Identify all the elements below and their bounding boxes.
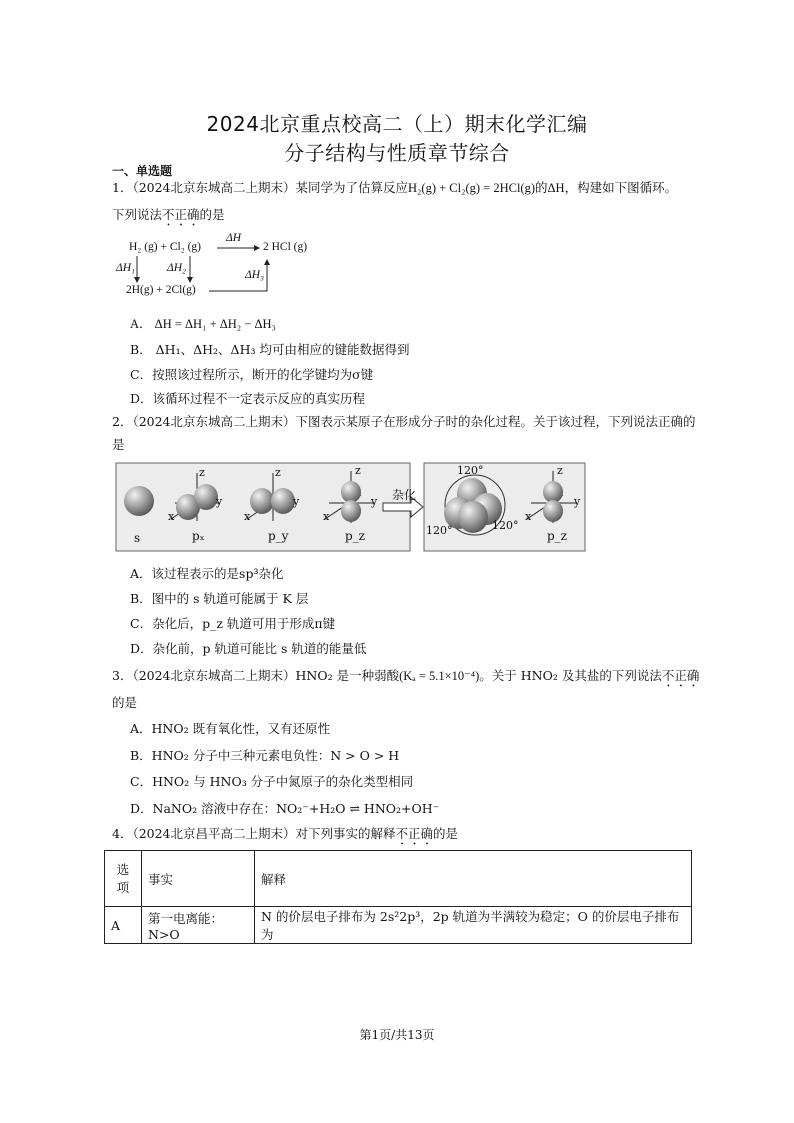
- page-subtitle: 分子结构与性质章节综合: [284, 141, 510, 165]
- table-header-cell: 解释: [255, 851, 692, 907]
- q2-option-c: C．杂化后，p_z 轨道可用于形成π键: [130, 616, 336, 631]
- axis-y-label: y: [371, 495, 378, 508]
- question-text: 下列说法: [112, 207, 163, 222]
- label-s: s: [134, 531, 141, 545]
- q3-option-a: A．HNO₂ 既有氧化性，又有还原性: [130, 721, 331, 736]
- ka-expression: (Kₐ = 5.1×10⁻⁴): [399, 669, 480, 683]
- axis-z-label: z: [275, 466, 281, 479]
- question-source: （2024北京昌平高二上期末）: [132, 826, 296, 841]
- label-pz-2: p_z: [547, 529, 568, 543]
- q2-option-b: B．图中的 s 轨道可能属于 K 层: [130, 591, 309, 606]
- axis-y-label: y: [216, 495, 223, 508]
- question-1: [112, 178, 677, 198]
- question-source: （2024北京东城高二上期末）: [132, 180, 296, 195]
- question-text: HNO₂ 是一种弱酸: [295, 668, 400, 683]
- angle-label-right: 120°: [492, 519, 519, 532]
- angle-label-left: 120°: [426, 524, 453, 537]
- question-text: 对下列事实的解释: [295, 826, 396, 841]
- q1-option-b: B． ΔH₁、ΔH₂、ΔH₃ 均可由相应的键能数据得到: [130, 342, 410, 357]
- cycle-atoms: 2H(g) + 2Cl(g): [126, 284, 196, 296]
- q1-option-a: A． ΔH = ΔH₁ + ΔH₂ − ΔH₃: [130, 317, 276, 331]
- label-py: p_y: [268, 529, 289, 543]
- question-number: 2．: [112, 414, 133, 429]
- label-px: pₓ: [192, 529, 205, 543]
- question-1-line2: [112, 205, 225, 229]
- cycle-product: 2 HCl (g): [263, 241, 308, 253]
- orbital-hybridization-figure: [115, 461, 587, 553]
- angle-label-top: 120°: [457, 464, 484, 477]
- axis-y-label: y: [293, 495, 300, 508]
- question-text: 下图表示某原子在形成分子时的杂化过程。关于该过程，下列说法正确的: [295, 414, 696, 429]
- q1-option-d: D．该循环过程不一定表示反应的真实历程: [130, 391, 366, 406]
- axis-z-label: z: [199, 466, 205, 479]
- question-2-line2: 是: [112, 437, 125, 452]
- question-number: 3．: [112, 668, 133, 683]
- question-3-line2: 的是: [112, 695, 138, 710]
- cycle-dh2-label: ΔH₂: [167, 262, 187, 274]
- question-number: 4．: [112, 826, 133, 841]
- cycle-arrow-label: ΔH: [226, 232, 242, 244]
- q2-option-d: D．杂化前，p 轨道可能比 s 轨道的能量低: [130, 641, 367, 656]
- question-text: 的是: [199, 207, 225, 222]
- question-2: [112, 412, 696, 432]
- q3-option-b: B．HNO₂ 分子中三种元素电负性：N > O > H: [130, 748, 400, 763]
- table-cell: 第一电离能：N>O: [142, 907, 255, 944]
- thermo-cycle-diagram: [113, 232, 313, 300]
- cycle-dh1-label: ΔH₁: [116, 262, 136, 274]
- axis-y-label: y: [574, 495, 581, 508]
- cycle-dh3-label: ΔH₃: [245, 269, 265, 281]
- page-footer: 第1页/共13页: [359, 1028, 435, 1042]
- table-header-row: [105, 851, 692, 907]
- q4-table: [104, 850, 692, 944]
- axis-x-label: x: [323, 510, 330, 523]
- axis-x-label: x: [525, 510, 532, 523]
- question-source: （2024北京东城高二上期末）: [132, 668, 296, 683]
- axis-x-label: x: [244, 510, 251, 523]
- axis-z-label: z: [355, 464, 361, 477]
- emphasis-text: 不正确: [162, 207, 200, 222]
- section-heading: 一、单选题: [112, 164, 173, 178]
- question-3: [112, 666, 699, 690]
- table-row: [105, 907, 692, 944]
- cycle-arrows: [113, 236, 313, 300]
- page-title: 2024北京重点校高二（上）期末化学汇编: [206, 112, 588, 136]
- axis-x-label: x: [168, 510, 175, 523]
- emphasis-text: 不正确: [661, 668, 700, 683]
- enthalpy-symbol: ΔH: [547, 181, 565, 195]
- cycle-reactants: H₂ (g) + Cl₂ (g): [129, 241, 201, 253]
- question-text: 的: [535, 180, 548, 195]
- question-source: （2024北京东城高二上期末）: [132, 414, 296, 429]
- question-text: 。关于 HNO₂ 及其盐的下列说法: [479, 668, 662, 683]
- q1-option-c: C．按照该过程所示，断开的化学键均为σ键: [130, 367, 374, 382]
- reaction-equation: H₂(g) + Cl₂(g) = 2HCl(g): [408, 181, 535, 195]
- q3-option-d: D．NaNO₂ 溶液中存在：NO₂⁻+H₂O ⇌ HNO₂+OH⁻: [130, 801, 440, 816]
- question-number: 1．: [112, 180, 133, 195]
- emphasis-text: 不正确: [395, 826, 434, 841]
- table-cell: N 的价层电子排布为 2s²2p³，2p 轨道为半满较为稳定；O 的价层电子排布为: [255, 907, 692, 944]
- q2-option-a: A．该过程表示的是sp³杂化: [130, 566, 284, 581]
- question-4: [112, 824, 458, 848]
- q3-option-c: C．HNO₂ 与 HNO₃ 分子中氮原子的杂化类型相同: [130, 774, 414, 789]
- table-header-cell: 选项: [105, 851, 142, 907]
- question-text: 的是: [433, 826, 459, 841]
- axis-z-label: z: [557, 464, 563, 477]
- question-text: 某同学为了估算反应: [295, 180, 409, 195]
- table-cell: A: [105, 907, 142, 944]
- question-text: ，构建如下图循环。: [564, 180, 678, 195]
- s-orbital: [124, 486, 154, 516]
- hybridization-arrow-label: 杂化: [392, 488, 417, 502]
- label-pz: p_z: [345, 529, 366, 543]
- table-header-cell: 事实: [142, 851, 255, 907]
